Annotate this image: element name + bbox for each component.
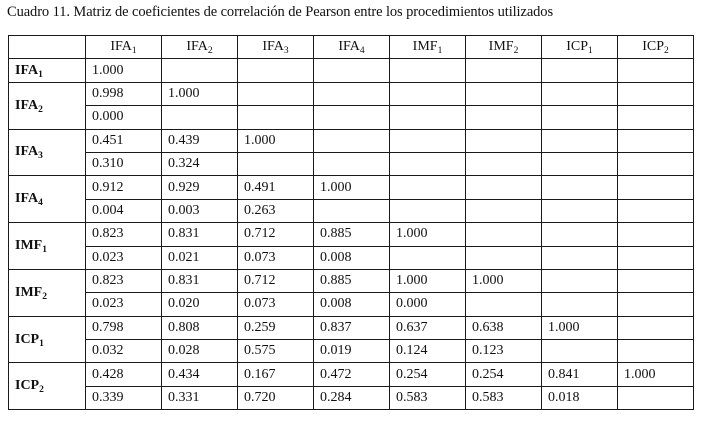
- column-header-subscript: 3: [283, 46, 289, 57]
- correlation-cell: 0.823: [86, 223, 162, 246]
- correlation-cell: [466, 129, 542, 152]
- row-header: [9, 316, 86, 363]
- correlation-cell: [238, 59, 314, 82]
- header-row: [9, 36, 694, 59]
- correlation-cell: 0.831: [162, 269, 238, 292]
- correlation-cell: 0.491: [238, 176, 314, 199]
- column-header-label: ICP: [566, 39, 589, 55]
- p-value-cell: 0.004: [86, 199, 162, 222]
- row-header-label: IFA: [15, 97, 39, 113]
- table-row: [9, 106, 694, 129]
- row-header-subscript: 4: [38, 198, 43, 209]
- p-value-cell: 0.020: [162, 293, 238, 316]
- p-value-cell: [618, 386, 694, 409]
- correlation-cell: 0.428: [86, 363, 162, 386]
- correlation-cell: 1.000: [314, 176, 390, 199]
- column-header: [238, 36, 314, 59]
- correlation-cell: 1.000: [162, 82, 238, 105]
- correlation-cell: 1.000: [86, 59, 162, 82]
- correlation-cell: 0.637: [390, 316, 466, 339]
- row-header-label: ICP: [15, 331, 40, 347]
- row-header-subscript: 1: [42, 245, 47, 256]
- correlation-cell: 0.451: [86, 129, 162, 152]
- p-value-cell: 0.021: [162, 246, 238, 269]
- column-header: [390, 36, 466, 59]
- correlation-cell: 0.259: [238, 316, 314, 339]
- row-header-subscript: 2: [39, 385, 44, 396]
- correlation-cell: 0.712: [238, 223, 314, 246]
- row-header: [9, 59, 86, 82]
- p-value-cell: 0.263: [238, 199, 314, 222]
- column-header-subscript: 2: [207, 46, 213, 57]
- table-row: [9, 340, 694, 363]
- row-header: [9, 82, 86, 129]
- p-value-cell: [542, 340, 618, 363]
- table-row: [9, 269, 694, 292]
- column-header-subscript: 4: [359, 46, 365, 57]
- p-value-cell: [238, 152, 314, 175]
- column-header-label: IMF: [488, 39, 514, 55]
- p-value-cell: [542, 199, 618, 222]
- column-header-subscript: 1: [588, 46, 593, 57]
- p-value-cell: [238, 106, 314, 129]
- correlation-cell: [314, 129, 390, 152]
- correlation-cell: 0.998: [86, 82, 162, 105]
- correlation-cell: [618, 316, 694, 339]
- correlation-cell: [542, 269, 618, 292]
- p-value-cell: [390, 246, 466, 269]
- p-value-cell: 0.023: [86, 293, 162, 316]
- row-header-subscript: 2: [38, 104, 43, 115]
- correlation-cell: 0.472: [314, 363, 390, 386]
- p-value-cell: 0.018: [542, 386, 618, 409]
- row-header-label: ICP: [15, 378, 40, 394]
- table-row: [9, 316, 694, 339]
- p-value-cell: [466, 293, 542, 316]
- row-header-label: IMF: [15, 238, 43, 254]
- p-value-cell: 0.003: [162, 199, 238, 222]
- correlation-cell: 0.254: [466, 363, 542, 386]
- column-header: [162, 36, 238, 59]
- table-row: [9, 152, 694, 175]
- p-value-cell: 0.575: [238, 340, 314, 363]
- corner-cell: [9, 36, 86, 59]
- p-value-cell: [390, 152, 466, 175]
- column-header-subscript: 2: [664, 46, 669, 57]
- correlation-cell: [542, 129, 618, 152]
- p-value-cell: [618, 246, 694, 269]
- column-header-label: IFA: [262, 39, 284, 55]
- correlation-matrix-table: [8, 35, 694, 410]
- table-row: [9, 82, 694, 105]
- table-row: [9, 129, 694, 152]
- correlation-cell: 0.841: [542, 363, 618, 386]
- row-header-label: IFA: [15, 62, 39, 78]
- p-value-cell: 0.324: [162, 152, 238, 175]
- column-header-label: IFA: [110, 39, 132, 55]
- table-row: [9, 386, 694, 409]
- p-value-cell: [542, 106, 618, 129]
- p-value-cell: 0.019: [314, 340, 390, 363]
- p-value-cell: 0.073: [238, 246, 314, 269]
- correlation-cell: [390, 176, 466, 199]
- column-header: [618, 36, 694, 59]
- table-row: [9, 293, 694, 316]
- p-value-cell: [466, 246, 542, 269]
- correlation-cell: 1.000: [238, 129, 314, 152]
- p-value-cell: [618, 293, 694, 316]
- column-header-subscript: 1: [131, 46, 137, 57]
- table-row: [9, 199, 694, 222]
- correlation-cell: 1.000: [618, 363, 694, 386]
- correlation-cell: 0.912: [86, 176, 162, 199]
- row-header: [9, 176, 86, 223]
- correlation-cell: 0.638: [466, 316, 542, 339]
- column-header-label: IFA: [338, 39, 360, 55]
- correlation-cell: [390, 82, 466, 105]
- column-header-label: IMF: [412, 39, 438, 55]
- p-value-cell: 0.000: [390, 293, 466, 316]
- row-header: [9, 269, 86, 316]
- correlation-cell: 1.000: [390, 223, 466, 246]
- p-value-cell: [466, 106, 542, 129]
- p-value-cell: [162, 106, 238, 129]
- column-header-subscript: 2: [513, 46, 519, 57]
- correlation-cell: 1.000: [390, 269, 466, 292]
- p-value-cell: 0.583: [466, 386, 542, 409]
- p-value-cell: [618, 199, 694, 222]
- correlation-cell: [466, 82, 542, 105]
- correlation-cell: 0.823: [86, 269, 162, 292]
- p-value-cell: 0.023: [86, 246, 162, 269]
- row-header-subscript: 2: [42, 291, 47, 302]
- p-value-cell: [542, 246, 618, 269]
- p-value-cell: 0.124: [390, 340, 466, 363]
- p-value-cell: [542, 152, 618, 175]
- correlation-cell: 0.837: [314, 316, 390, 339]
- row-header: [9, 129, 86, 176]
- column-header: [466, 36, 542, 59]
- correlation-cell: [466, 223, 542, 246]
- correlation-cell: [542, 223, 618, 246]
- correlation-cell: [314, 59, 390, 82]
- p-value-cell: [618, 340, 694, 363]
- correlation-cell: 0.439: [162, 129, 238, 152]
- column-header-subscript: 1: [437, 46, 443, 57]
- p-value-cell: 0.008: [314, 293, 390, 316]
- p-value-cell: [466, 152, 542, 175]
- correlation-cell: 0.712: [238, 269, 314, 292]
- table-row: [9, 363, 694, 386]
- correlation-cell: 0.929: [162, 176, 238, 199]
- table-caption: Cuadro 11. Matriz de coeficientes de correlación de Pearson entre los procedimientos utilizados: [7, 4, 554, 20]
- p-value-cell: 0.583: [390, 386, 466, 409]
- p-value-cell: 0.032: [86, 340, 162, 363]
- correlation-cell: [390, 59, 466, 82]
- p-value-cell: [390, 106, 466, 129]
- column-header: [314, 36, 390, 59]
- correlation-cell: 0.167: [238, 363, 314, 386]
- correlation-cell: [542, 82, 618, 105]
- correlation-cell: [618, 82, 694, 105]
- row-header: [9, 223, 86, 270]
- correlation-cell: [618, 176, 694, 199]
- column-header-label: ICP: [642, 39, 665, 55]
- correlation-cell: [466, 176, 542, 199]
- p-value-cell: [466, 199, 542, 222]
- p-value-cell: 0.000: [86, 106, 162, 129]
- correlation-cell: 1.000: [466, 269, 542, 292]
- matrix-body: [9, 59, 694, 410]
- p-value-cell: 0.008: [314, 246, 390, 269]
- p-value-cell: 0.720: [238, 386, 314, 409]
- correlation-cell: 0.885: [314, 269, 390, 292]
- p-value-cell: 0.331: [162, 386, 238, 409]
- row-header-subscript: 3: [38, 151, 43, 162]
- correlation-cell: 0.885: [314, 223, 390, 246]
- correlation-cell: [618, 269, 694, 292]
- p-value-cell: 0.073: [238, 293, 314, 316]
- row-header: [9, 363, 86, 410]
- correlation-cell: 0.434: [162, 363, 238, 386]
- p-value-cell: [314, 152, 390, 175]
- p-value-cell: [390, 199, 466, 222]
- table-row: [9, 176, 694, 199]
- row-header-subscript: 1: [39, 338, 44, 349]
- row-header-subscript: 1: [38, 69, 43, 80]
- correlation-cell: [390, 129, 466, 152]
- table-row: [9, 59, 694, 82]
- p-value-cell: [314, 106, 390, 129]
- row-header-label: IFA: [15, 144, 39, 160]
- table-row: [9, 223, 694, 246]
- row-header-label: IMF: [15, 284, 43, 300]
- correlation-cell: 0.798: [86, 316, 162, 339]
- p-value-cell: [542, 293, 618, 316]
- correlation-cell: [542, 59, 618, 82]
- p-value-cell: [618, 106, 694, 129]
- correlation-cell: 1.000: [542, 316, 618, 339]
- p-value-cell: 0.310: [86, 152, 162, 175]
- p-value-cell: 0.123: [466, 340, 542, 363]
- correlation-cell: [466, 59, 542, 82]
- correlation-cell: [238, 82, 314, 105]
- column-header: [86, 36, 162, 59]
- correlation-cell: [314, 82, 390, 105]
- correlation-cell: [618, 129, 694, 152]
- p-value-cell: 0.339: [86, 386, 162, 409]
- row-header-label: IFA: [15, 191, 39, 207]
- p-value-cell: 0.028: [162, 340, 238, 363]
- correlation-cell: 0.254: [390, 363, 466, 386]
- p-value-cell: [618, 152, 694, 175]
- correlation-cell: 0.808: [162, 316, 238, 339]
- correlation-cell: [618, 59, 694, 82]
- p-value-cell: 0.284: [314, 386, 390, 409]
- column-header-label: IFA: [186, 39, 208, 55]
- correlation-cell: [542, 176, 618, 199]
- correlation-cell: [162, 59, 238, 82]
- table-row: [9, 246, 694, 269]
- correlation-cell: [618, 223, 694, 246]
- p-value-cell: [314, 199, 390, 222]
- column-header: [542, 36, 618, 59]
- correlation-cell: 0.831: [162, 223, 238, 246]
